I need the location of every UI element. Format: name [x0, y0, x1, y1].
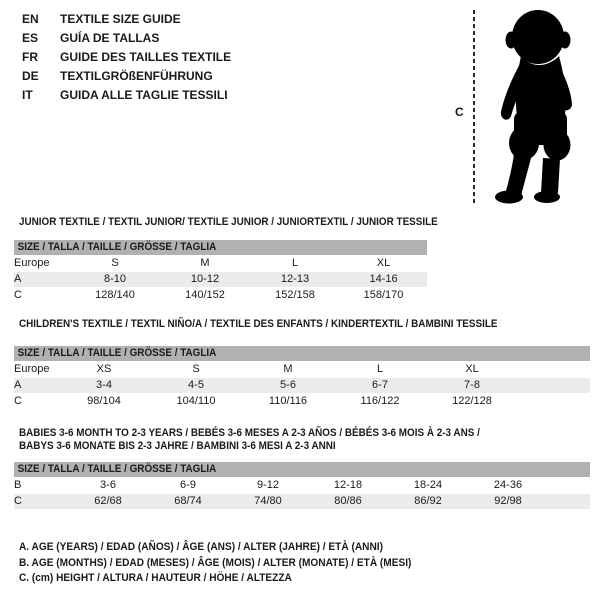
size-value-cell: 80/86: [308, 494, 388, 510]
filler-cell: [548, 478, 590, 494]
size-value-cell: 8-10: [70, 272, 160, 288]
size-table-title-line: BABIES 3-6 MONTH TO 2-3 YEARS / BEBÉS 3-6 MESES A 2-3 AÑOS / BÉBÉS 3-6 MOIS À 2-3 ANS /: [19, 427, 480, 439]
filler-cell: [548, 494, 590, 510]
table-row: [14, 494, 590, 510]
size-table-title-line: JUNIOR TEXTILE / TEXTIL JUNIOR/ TEXTILE JUNIOR / JUNIORTEXTIL / JUNIOR TESSILE: [19, 216, 438, 228]
row-label: C: [14, 288, 70, 304]
table-row: [14, 288, 427, 304]
size-table-title-line: BABYS 3-6 MONATE BIS 2-3 JAHRE / BAMBINI 3-6 MESI A 2-3 ANNI: [19, 440, 336, 452]
size-table-section-0: [14, 216, 438, 304]
size-value-cell: 5-6: [242, 378, 334, 394]
row-label: Europe: [14, 256, 70, 272]
row-label: B: [14, 478, 68, 494]
size-value-cell: L: [334, 362, 426, 378]
guide-title: TEXTILGRÖßENFÜHRUNG: [60, 68, 213, 83]
size-value-cell: 158/170: [340, 288, 427, 304]
size-value-cell: S: [70, 256, 160, 272]
height-measure-label: C: [455, 105, 464, 119]
guide-title: TEXTILE SIZE GUIDE: [60, 11, 181, 26]
language-row-fr: [22, 47, 231, 66]
row-label: A: [14, 378, 58, 394]
size-header-cell: [14, 462, 590, 478]
size-header-row: [14, 346, 590, 362]
footnote-line-2: C. (cm) HEIGHT / ALTURA / HAUTEUR / HÖHE / ALTEZZA: [19, 572, 292, 584]
row-label: C: [14, 494, 68, 510]
size-table: [14, 462, 590, 510]
language-code: EN: [22, 11, 39, 26]
filler-cell: [518, 378, 590, 394]
filler-cell: [518, 362, 590, 378]
language-row-es: [22, 28, 231, 47]
size-table-section-1: [14, 318, 590, 410]
size-value-cell: XS: [58, 362, 150, 378]
size-table-title: [14, 318, 590, 331]
size-value-cell: 18-24: [388, 478, 468, 494]
size-value-cell: 62/68: [68, 494, 148, 510]
language-row-it: [22, 85, 231, 104]
row-label: A: [14, 272, 70, 288]
size-table: [14, 240, 427, 304]
size-value-cell: 98/104: [58, 394, 150, 410]
size-value-cell: 104/110: [150, 394, 242, 410]
size-value-cell: XL: [426, 362, 518, 378]
size-value-cell: 12-18: [308, 478, 388, 494]
height-measure-dashed-line: [473, 10, 475, 206]
table-row: [14, 272, 427, 288]
size-value-cell: 152/158: [250, 288, 340, 304]
size-value-cell: 116/122: [334, 394, 426, 410]
size-value-cell: L: [250, 256, 340, 272]
language-title-list: [22, 9, 231, 104]
size-value-cell: 68/74: [148, 494, 228, 510]
size-value-cell: 74/80: [228, 494, 308, 510]
size-header-row: [14, 240, 427, 256]
size-value-cell: 9-12: [228, 478, 308, 494]
size-header-text: SIZE / TALLA / TAILLE / GRÖSSE / TAGLIA: [17, 347, 217, 359]
row-label: C: [14, 394, 58, 410]
size-table-title-line: CHILDREN'S TEXTILE / TEXTIL NIÑO/A / TEXTILE DES ENFANTS / KINDERTEXTIL / BAMBINI TESSILE: [19, 318, 498, 330]
size-value-cell: 3-4: [58, 378, 150, 394]
size-value-cell: M: [160, 256, 250, 272]
size-value-cell: XL: [340, 256, 427, 272]
size-table: [14, 346, 590, 410]
table-row: [14, 394, 590, 410]
footnote-line-0: A. AGE (YEARS) / EDAD (AÑOS) / ÂGE (ANS) / ALTER (JAHRE) / ETÀ (ANNI): [19, 541, 383, 553]
size-header-cell: [14, 346, 590, 362]
size-value-cell: 92/98: [468, 494, 548, 510]
size-table-section-2: [14, 427, 590, 510]
footnote-line-1: B. AGE (MONTHS) / EDAD (MESES) / ÂGE (MOIS) / ALTER (MONATE) / ETÀ (MESI): [19, 556, 412, 569]
size-value-cell: S: [150, 362, 242, 378]
filler-cell: [518, 394, 590, 410]
size-value-cell: 3-6: [68, 478, 148, 494]
size-table-title: [14, 216, 438, 229]
size-value-cell: 14-16: [340, 272, 427, 288]
footnote-legend: [14, 540, 446, 587]
size-value-cell: 6-7: [334, 378, 426, 394]
table-row: [14, 362, 590, 378]
size-value-cell: 4-5: [150, 378, 242, 394]
size-header-text: SIZE / TALLA / TAILLE / GRÖSSE / TAGLIA: [17, 463, 217, 475]
size-header-cell: [14, 240, 427, 256]
language-code: FR: [22, 49, 38, 64]
language-code: DE: [22, 68, 39, 83]
size-header-text: SIZE / TALLA / TAILLE / GRÖSSE / TAGLIA: [17, 241, 217, 253]
size-table-title: [14, 427, 590, 453]
guide-title: GUIDA ALLE TAGLIE TESSILI: [60, 87, 228, 102]
size-value-cell: 10-12: [160, 272, 250, 288]
language-row-de: [22, 66, 231, 85]
baby-silhouette-icon: [484, 8, 584, 208]
size-value-cell: 140/152: [160, 288, 250, 304]
size-value-cell: 6-9: [148, 478, 228, 494]
size-header-row: [14, 462, 590, 478]
size-value-cell: 122/128: [426, 394, 518, 410]
guide-title: GUIDE DES TAILLES TEXTILE: [60, 49, 232, 64]
table-row: [14, 256, 427, 272]
language-code: IT: [22, 87, 33, 102]
size-value-cell: 24-36: [468, 478, 548, 494]
size-value-cell: M: [242, 362, 334, 378]
size-value-cell: 7-8: [426, 378, 518, 394]
row-label: Europe: [14, 362, 58, 378]
language-code: ES: [22, 30, 39, 45]
size-value-cell: 86/92: [388, 494, 468, 510]
size-value-cell: 110/116: [242, 394, 334, 410]
table-row: [14, 378, 590, 394]
guide-title: GUÍA DE TALLAS: [60, 30, 160, 45]
size-value-cell: 128/140: [70, 288, 160, 304]
language-row-en: [22, 9, 231, 28]
table-row: [14, 478, 590, 494]
size-value-cell: 12-13: [250, 272, 340, 288]
